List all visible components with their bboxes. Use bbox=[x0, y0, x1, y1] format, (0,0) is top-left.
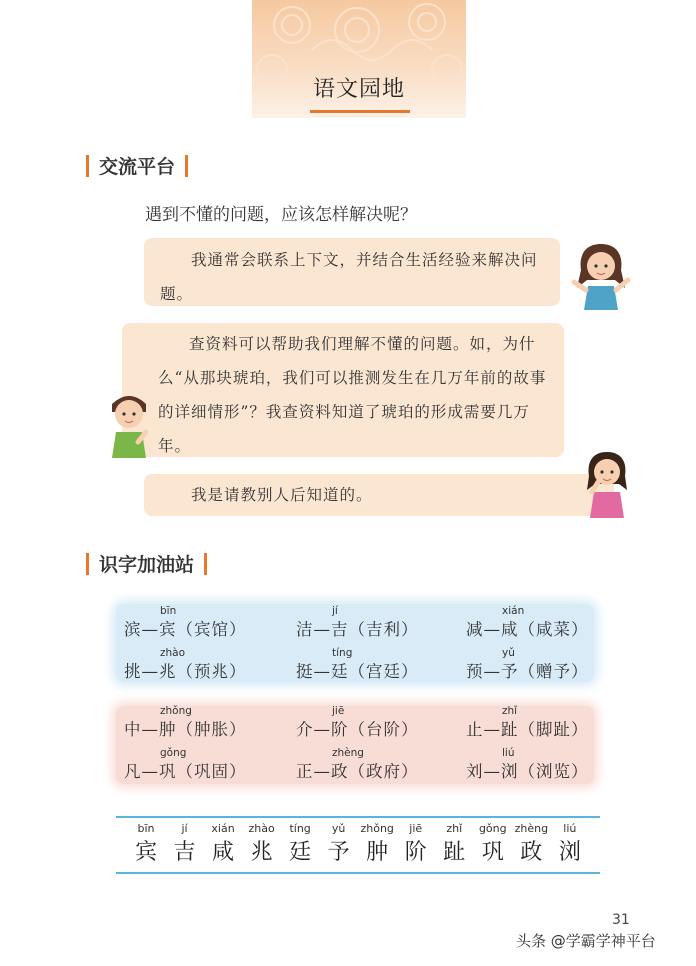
page-title: 语文园地 bbox=[312, 77, 405, 102]
character-pair: jiē 介—阶（台阶） bbox=[296, 705, 419, 739]
character-pair: liú 刘—浏（浏览） bbox=[466, 747, 589, 781]
character-strip bbox=[128, 822, 588, 868]
strip-character: zhǐ 趾 bbox=[443, 822, 466, 865]
character-pair: yǔ 预—予（赠予） bbox=[466, 647, 589, 681]
strip-character: gǒng 巩 bbox=[478, 822, 507, 865]
character-pair: xián 减—咸（咸菜） bbox=[466, 605, 589, 639]
watermark: 头条 @学霸学神平台 bbox=[516, 932, 656, 950]
strip-character: yǔ 予 bbox=[327, 822, 350, 865]
character-pair: tíng 挺—廷（宫廷） bbox=[296, 647, 419, 681]
strip-top-line bbox=[116, 816, 600, 818]
strip-character: tíng 廷 bbox=[289, 822, 312, 865]
bubble-text: 我是请教别人后知道的。 bbox=[191, 486, 373, 504]
speech-bubble-3 bbox=[144, 474, 614, 516]
girl-character-2-icon bbox=[580, 446, 634, 518]
section-heading-literacy bbox=[86, 550, 207, 577]
character-pair: jí 洁—吉（吉利） bbox=[296, 605, 419, 639]
speech-bubble-1 bbox=[144, 238, 560, 306]
character-pair: zhào 挑—兆（预兆） bbox=[124, 647, 247, 681]
speech-bubble-2 bbox=[122, 323, 564, 457]
strip-character: liú 浏 bbox=[558, 822, 581, 865]
strip-character: xián 咸 bbox=[211, 822, 235, 865]
strip-character: zhǒng 肿 bbox=[360, 822, 394, 865]
character-pair: gǒng 凡—巩（巩固） bbox=[124, 747, 247, 781]
discussion-question: 遇到不懂的问题，应该怎样解决呢？ bbox=[145, 205, 417, 225]
strip-character: zhào 兆 bbox=[248, 822, 275, 865]
strip-character: jiē 阶 bbox=[404, 822, 427, 865]
girl-character-icon bbox=[568, 236, 634, 310]
boy-character-icon bbox=[104, 386, 154, 458]
character-pair: zhǒng 中—肿（肿胀） bbox=[124, 705, 247, 739]
strip-character: bīn 宾 bbox=[134, 822, 157, 865]
character-pair: bīn 滨—宾（宾馆） bbox=[124, 605, 247, 639]
bubble-text: 我通常会联系上下文，并结合生活经验来解决问题。 bbox=[160, 251, 538, 303]
character-pair: zhǐ 止—趾（脚趾） bbox=[466, 705, 589, 739]
strip-bottom-line bbox=[116, 872, 600, 874]
section-heading-exchange bbox=[86, 152, 188, 179]
bubble-text: 查资料可以帮助我们理解不懂的问题。如，为什么“从那块琥珀，我们可以推测发生在几万年前的故事的详细情形”？我查资料知道了琥珀的形成需要几万年。 bbox=[158, 335, 547, 455]
title-underline bbox=[310, 110, 410, 113]
page-number: 31 bbox=[612, 912, 630, 928]
strip-character: zhèng 政 bbox=[514, 822, 549, 865]
section-heading-text: 交流平台 bbox=[99, 156, 176, 178]
character-pair: zhèng 正—政（政府） bbox=[296, 747, 419, 781]
strip-character: jí 吉 bbox=[173, 822, 196, 865]
section-heading-text: 识字加油站 bbox=[99, 554, 195, 576]
